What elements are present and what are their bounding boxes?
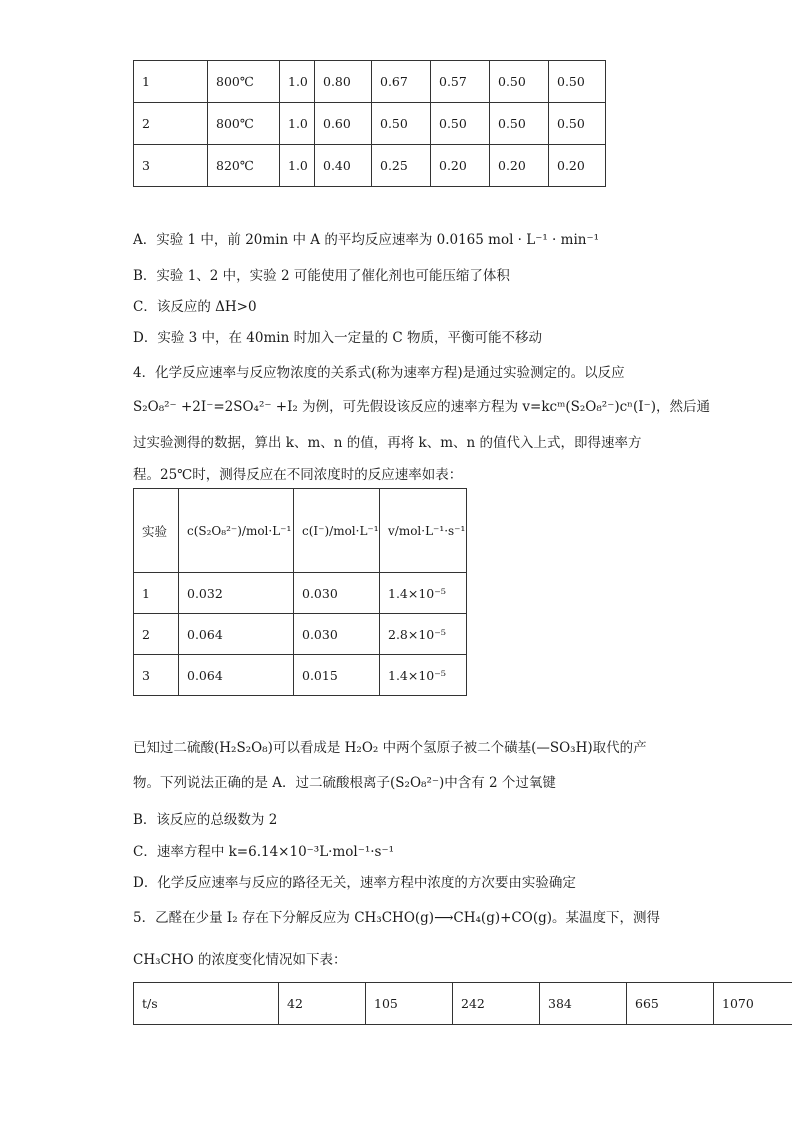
table-cell: 3 bbox=[134, 145, 208, 187]
q4-line-2: S₂O₈²⁻ +2I⁻=2SO₄²⁻ +I₂ 为例，可先假设该反应的速率方程为 v=kcᵐ(S₂O₈²⁻)cⁿ(I⁻)，然后通 bbox=[133, 399, 710, 415]
table-cell: 2.8×10⁻⁵ bbox=[380, 614, 467, 655]
table-cell: 3 bbox=[134, 655, 179, 696]
table-cell: 800℃ bbox=[208, 61, 280, 103]
table-cell: 0.80 bbox=[315, 61, 372, 103]
table-cell: 2 bbox=[134, 103, 208, 145]
table-cell: 1.4×10⁻⁵ bbox=[380, 655, 467, 696]
q4-paragraph-1: 已知过二硫酸(H₂S₂O₈)可以看成是 H₂O₂ 中两个氢原子被二个磺基(—SO₃H)取代的产 bbox=[133, 740, 647, 756]
table-cell: 0.50 bbox=[490, 103, 549, 145]
q4-line-1: 4．化学反应速率与反应物浓度的关系式(称为速率方程)是通过实验测定的。以反应 bbox=[133, 365, 625, 381]
experiment-table-1 bbox=[133, 60, 606, 187]
concentration-table bbox=[133, 982, 792, 1025]
table-row bbox=[134, 614, 467, 655]
table-cell: 1070 bbox=[714, 983, 793, 1025]
table-cell: 0.25 bbox=[372, 145, 431, 187]
table-header-row bbox=[134, 489, 467, 573]
q4-paragraph-2: 物。下列说法正确的是 A．过二硫酸根离子(S₂O₈²⁻)中含有 2 个过氧键 bbox=[133, 775, 556, 791]
table-cell: 242 bbox=[453, 983, 540, 1025]
table-cell: 0.50 bbox=[372, 103, 431, 145]
table-cell: 42 bbox=[279, 983, 366, 1025]
q5-line-2: CH₃CHO 的浓度变化情况如下表： bbox=[133, 952, 347, 968]
table-row bbox=[134, 145, 606, 187]
table-header-cell: 实验 bbox=[134, 489, 179, 573]
table-cell: 0.030 bbox=[294, 614, 380, 655]
table-cell: 0.20 bbox=[490, 145, 549, 187]
table-cell: 0.015 bbox=[294, 655, 380, 696]
q4-option-c: C．速率方程中 k=6.14×10⁻³L·mol⁻¹·s⁻¹ bbox=[133, 844, 394, 860]
table-cell: 0.57 bbox=[431, 61, 490, 103]
q5-line-1: 5．乙醛在少量 I₂ 存在下分解反应为 CH₃CHO(g)⟶CH₄(g)+CO(g)。某温度下，测得 bbox=[133, 910, 660, 926]
table-cell: 0.50 bbox=[549, 61, 606, 103]
q3-option-a: A．实验 1 中，前 20min 中 A 的平均反应速率为 0.0165 mol · L⁻¹ · min⁻¹ bbox=[133, 232, 599, 248]
table-row bbox=[134, 103, 606, 145]
table-header-cell: c(I⁻)/mol·L⁻¹ bbox=[294, 489, 380, 573]
table-cell: 1.4×10⁻⁵ bbox=[380, 573, 467, 614]
table-row bbox=[134, 655, 467, 696]
q3-option-c: C．该反应的 ΔH>0 bbox=[133, 299, 257, 315]
table-row bbox=[134, 61, 606, 103]
table-cell: 0.40 bbox=[315, 145, 372, 187]
table-cell: 0.030 bbox=[294, 573, 380, 614]
table-cell: 0.064 bbox=[179, 614, 294, 655]
table-cell: 1.0 bbox=[280, 103, 315, 145]
q4-line-3: 过实验测得的数据，算出 k、m、n 的值，再将 k、m、n 的值代入上式，即得速率方 bbox=[133, 435, 642, 451]
rate-table bbox=[133, 488, 467, 696]
table-cell: 0.50 bbox=[549, 103, 606, 145]
q4-line-4: 程。25℃时，测得反应在不同浓度时的反应速率如表： bbox=[133, 467, 463, 483]
table-cell: 0.50 bbox=[431, 103, 490, 145]
table-cell: t/s bbox=[134, 983, 279, 1025]
table-cell: 820℃ bbox=[208, 145, 280, 187]
table-cell: 665 bbox=[627, 983, 714, 1025]
table-cell: 1 bbox=[134, 61, 208, 103]
table-cell: 0.064 bbox=[179, 655, 294, 696]
table-cell: 384 bbox=[540, 983, 627, 1025]
table-cell: 105 bbox=[366, 983, 453, 1025]
table-cell: 1.0 bbox=[280, 61, 315, 103]
table-cell: 1.0 bbox=[280, 145, 315, 187]
table-header-cell: c(S₂O₈²⁻)/mol·L⁻¹ bbox=[179, 489, 294, 573]
table-cell: 0.032 bbox=[179, 573, 294, 614]
table-cell: 2 bbox=[134, 614, 179, 655]
table-cell: 0.20 bbox=[549, 145, 606, 187]
table-header-cell: v/mol·L⁻¹·s⁻¹ bbox=[380, 489, 467, 573]
table-cell: 1 bbox=[134, 573, 179, 614]
table-row bbox=[134, 573, 467, 614]
q3-option-b: B．实验 1、2 中，实验 2 可能使用了催化剂也可能压缩了体积 bbox=[133, 268, 510, 284]
table-cell: 800℃ bbox=[208, 103, 280, 145]
q4-option-d: D．化学反应速率与反应的路径无关，速率方程中浓度的方次要由实验确定 bbox=[133, 875, 576, 891]
table-row bbox=[134, 983, 793, 1025]
table-cell: 0.50 bbox=[490, 61, 549, 103]
table-cell: 0.20 bbox=[431, 145, 490, 187]
q3-option-d: D．实验 3 中，在 40min 时加入一定量的 C 物质，平衡可能不移动 bbox=[133, 330, 542, 346]
table-cell: 0.60 bbox=[315, 103, 372, 145]
q4-option-b: B．该反应的总级数为 2 bbox=[133, 812, 278, 828]
table-cell: 0.67 bbox=[372, 61, 431, 103]
